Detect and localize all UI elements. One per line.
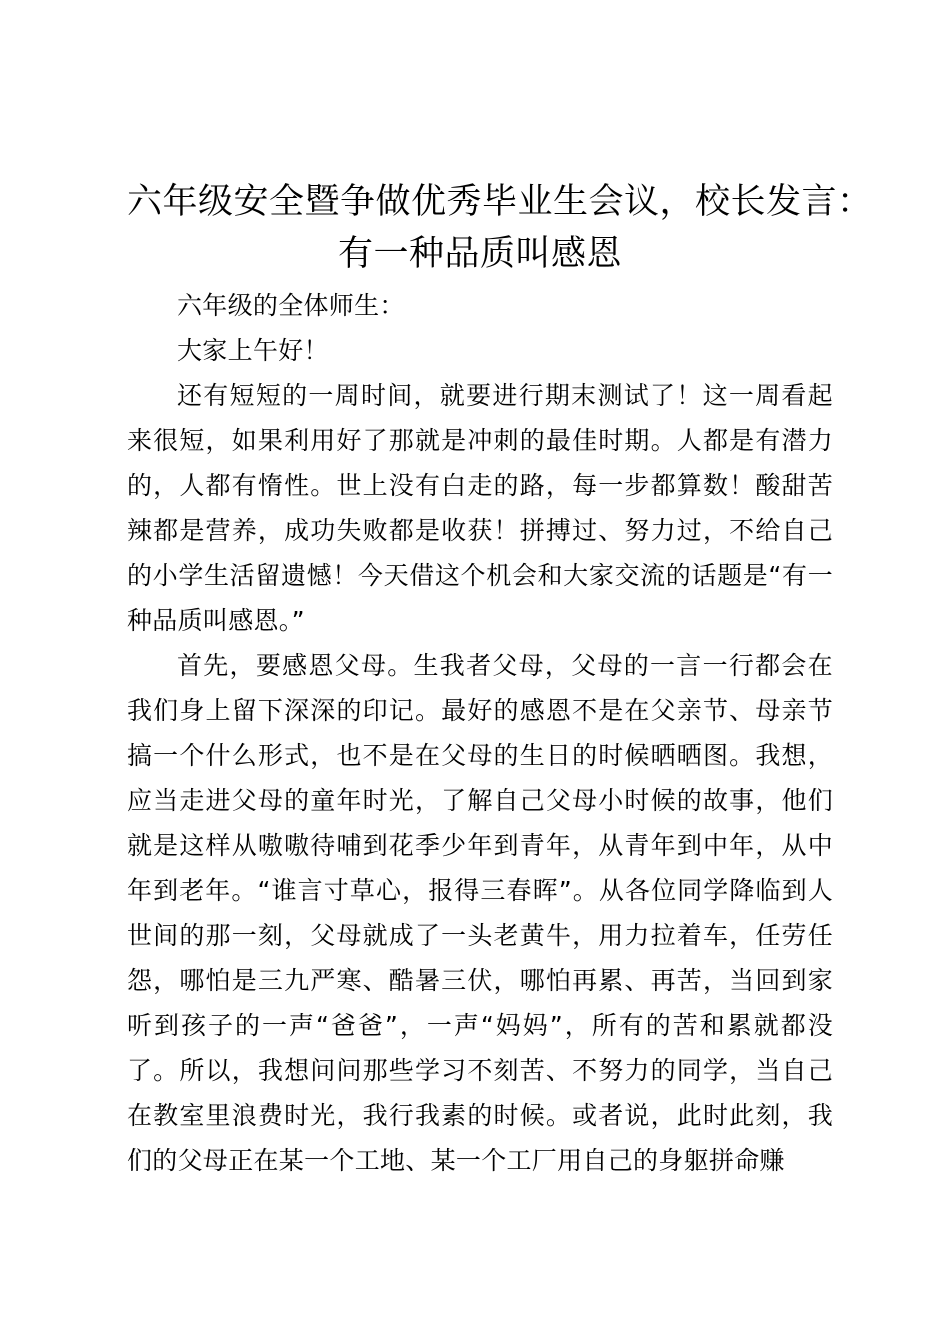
greeting: 大家上午好！	[177, 336, 329, 365]
document-page	[127, 176, 873, 1183]
salutation: 六年级的全体师生：	[177, 291, 405, 320]
paragraph-intro: 还有短短的一周时间，就要进行期末测试了！这一周看起来很短，如果利用好了那就是冲刺的最佳时期。人都是有潜力的，人都有惰性。世上没有白走的路，每一步都算数！酸甜苦辣都是营养，成功失败都是收获！拼搏过、努力过，不给自己的小学生活留遗憾！今天借这个机会和大家交流的话题是“有一种品质叫感恩。”	[127, 381, 833, 635]
title-line-2: 有一种品质叫感恩	[337, 234, 622, 274]
document-body	[127, 283, 833, 1183]
document-title	[127, 176, 873, 280]
title-line-1: 六年级安全暨争做优秀毕业生会议，校长发言：	[127, 182, 873, 222]
paragraph-gratitude-parents: 首先，要感恩父母。生我者父母，父母的一言一行都会在我们身上留下深深的印记。最好的感恩不是在父亲节、母亲节搞一个什么形式，也不是在父母的生日的时候晒晒图。我想，应当走进父母的童年时光，了解自己父母小时候的故事，他们就是这样从嗷嗷待哺到花季少年到青年，从青年到中年，从中年到老年。“谁言寸草心，报得三春晖”。从各位同学降临到人世间的那一刻，父母就成了一头老黄牛，用力拉着车，任劳任怨，哪怕是三九严寒、酷暑三伏，哪怕再累、再苦，当回到家听到孩子的一声“爸爸”，一声“妈妈”，所有的苦和累就都没了。所以，我想问问那些学习不刻苦、不努力的同学，当自己在教室里浪费时光，我行我素的时候。或者说，此时此刻，我们的父母正在某一个工地、某一个工厂用自己的身躯拼命赚	[127, 651, 833, 1175]
